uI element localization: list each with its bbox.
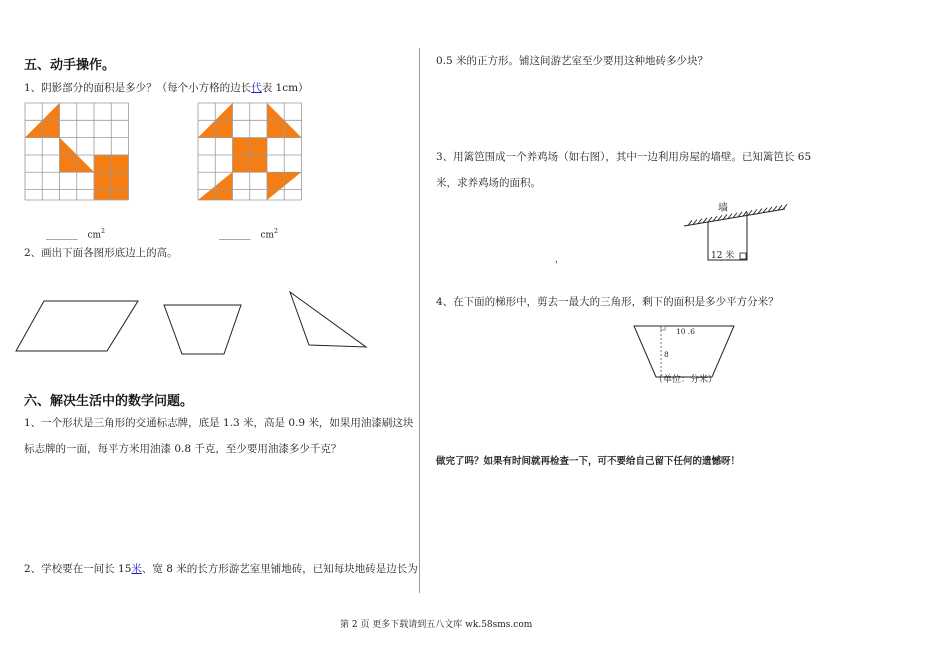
section6-title: 六、解决生活中的数学问题。 — [24, 394, 194, 409]
problem3-line2: 米，求养鸡场的面积。 — [436, 177, 541, 189]
problem2-link[interactable]: 米 — [131, 563, 142, 575]
section5-title: 五、动手操作。 — [24, 58, 116, 73]
problem1-line1: 1、一个形状是三角形的交通标志牌，底是 1.3 米，高是 0.9 米，如果用油漆刷这块 — [24, 417, 414, 429]
right-angle-mark — [740, 253, 746, 259]
trapezoid-top-label: 10 .6 — [676, 327, 696, 336]
question1-prefix: 1、阴影部分的面积是多少？（每个小方格的边长 — [24, 82, 252, 94]
wall-label: 墙 — [718, 203, 728, 214]
trapezoid-height-label: 8 — [664, 350, 669, 359]
closing-remark: 做完了吗？如果有时间就再检查一下，可不要给自己留下任何的遗憾呀！ — [436, 456, 741, 467]
shaded-grid-figure-1 — [25, 103, 129, 200]
triangle-shape — [290, 292, 366, 347]
wall-hatch-line — [783, 204, 787, 209]
problem4-text: 4、在下面的梯形中，剪去一最大的三角形，剩下的面积是多少平方分米？ — [436, 296, 779, 308]
question2-text: 2、画出下面各图形底边上的高。 — [24, 247, 178, 259]
problem3-line1: 3、用篱笆围成一个养鸡场（如右图），其中一边利用房屋的墙壁。已知篱笆长 65 — [436, 151, 812, 163]
trapezoid-shape — [164, 305, 241, 354]
page-footer: 第 2 页 更多下载请到五八文库 wk.58sms.com — [340, 620, 533, 630]
question1-link[interactable]: 代 — [251, 82, 262, 94]
problem1-line2: 标志牌的一面，每平方米用油漆 0.8 千克，至少要用油漆多少千克？ — [24, 443, 342, 455]
shaded-grid-figure-2 — [198, 103, 302, 200]
stray-comma: ， — [555, 255, 565, 265]
problem2-text: 2、学校要在一间长 15米、宽 8 米的长方形游艺室里铺地砖，已知每块地砖是边长为 — [24, 563, 418, 575]
right-angle-mark — [661, 326, 665, 330]
unit-note: （单位：分米） — [654, 375, 718, 385]
chicken-yard-figure — [682, 198, 788, 264]
answer-blank-2[interactable]: ______ $cm^2$ — [219, 228, 278, 241]
question1-suffix: 表 1cm） — [261, 82, 309, 94]
problem2-continued: 0.5 米的正方形。铺这间游艺室至少要用这种地砖多少块？ — [436, 55, 709, 67]
answer-blank-1[interactable]: ______ $cm^2$ — [46, 228, 105, 241]
side-length-label: 12 米 — [711, 251, 735, 261]
unit-label: cm — [260, 230, 275, 241]
question1-text — [24, 80, 309, 96]
shapes-figure — [14, 290, 374, 356]
parallelogram-shape — [16, 301, 138, 351]
column-divider — [419, 48, 420, 593]
unit-label: cm — [87, 230, 102, 241]
